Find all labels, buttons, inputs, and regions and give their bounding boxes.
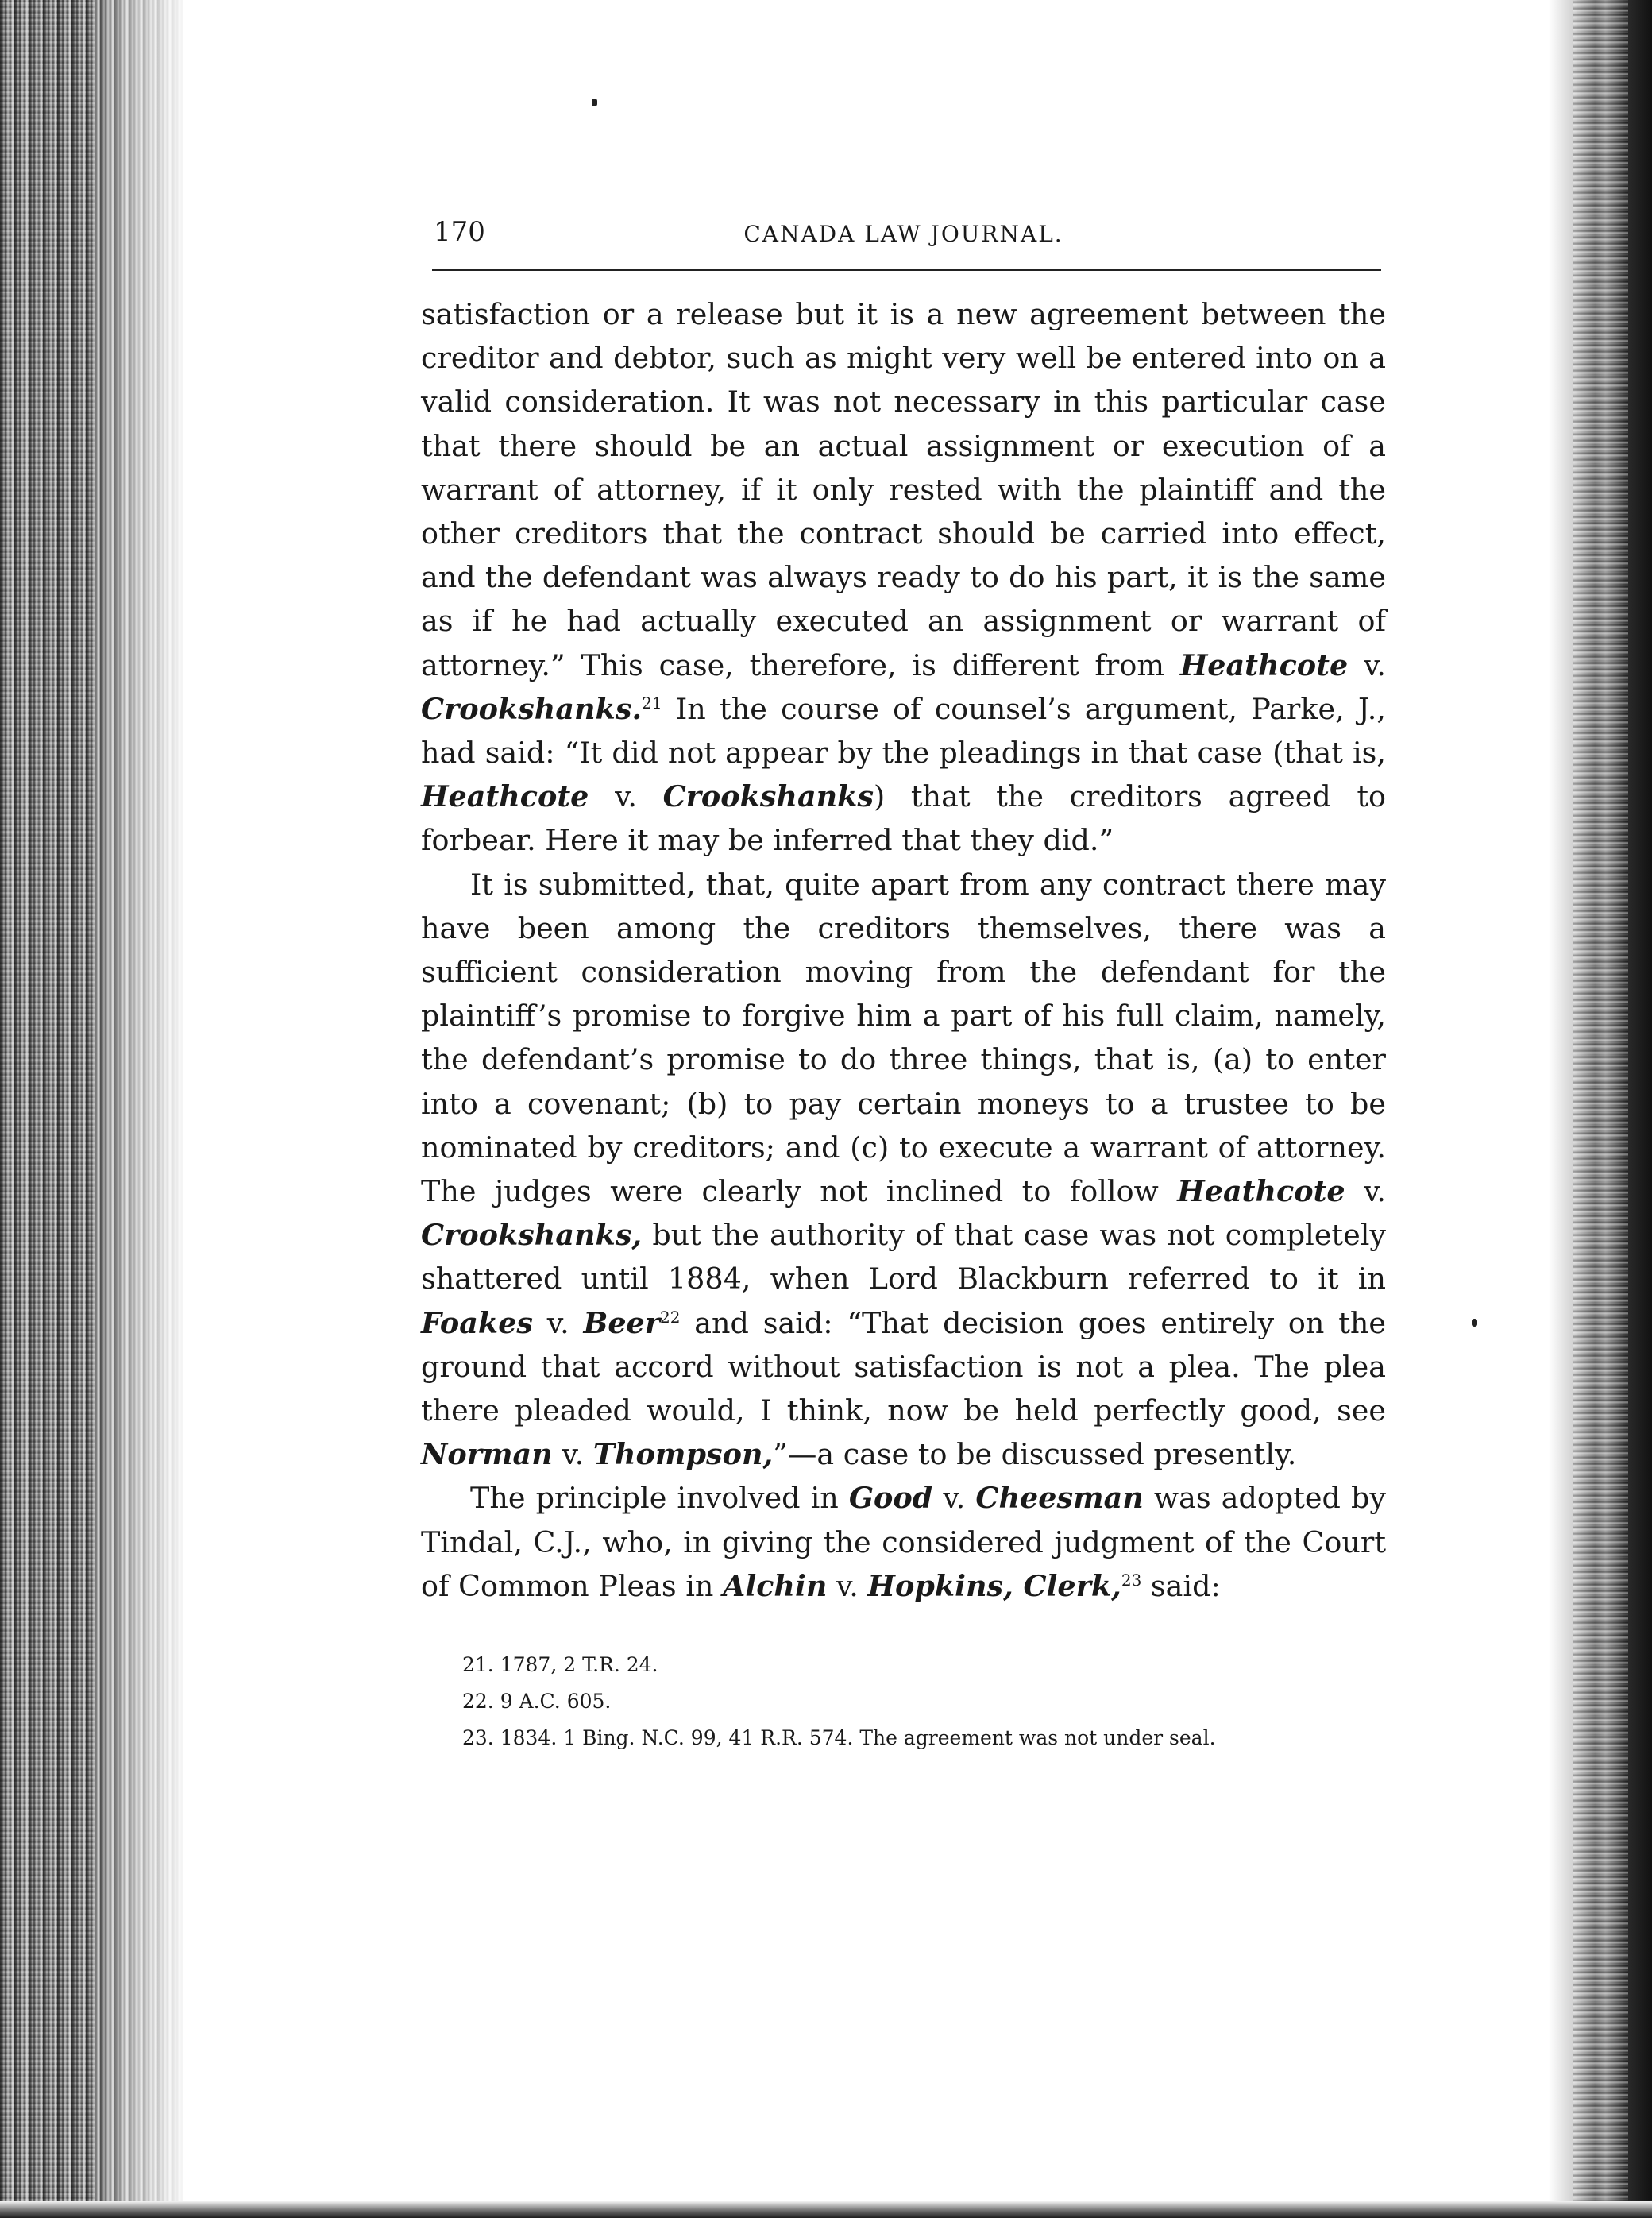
case-name: Good xyxy=(848,1481,933,1516)
text-run: but the authority of that case was not completely shattered until 1884, when Lord Blackburn referred to it in xyxy=(421,1218,1386,1296)
case-name: Crookshanks xyxy=(662,779,874,814)
case-name: Cheesman xyxy=(975,1481,1144,1516)
paragraph-3 xyxy=(421,1476,1386,1608)
text-run: The principle involved in xyxy=(470,1481,849,1516)
case-name: Norman xyxy=(421,1437,553,1472)
scan-bottom-edge xyxy=(0,2201,1652,2218)
text-run: said: xyxy=(1141,1568,1221,1603)
footnote-22: 22. 9 A.C. 605. xyxy=(462,1690,612,1714)
page-number: 170 xyxy=(434,216,485,248)
text-run: was adopted by Tindal, C.J., who, in giving the considered judgment of the Court of Common Pleas in xyxy=(421,1481,1386,1603)
text-run: satisfaction or a release but it is a new agreement between the creditor and debtor, such as might very well be entered into on a valid consideration. It was not necessary in this particular case that there should be an actual assignment or execution of a warrant of attorney, if it only rested with the plaintiff and the other creditors that the contract should be carried into effect, and the defendant was always ready to do his part, it is the same as if he had actually executed an assignment or warrant of attorney.” This case, therefore, is different from xyxy=(421,297,1386,682)
running-head xyxy=(421,207,1386,254)
case-name: Beer xyxy=(583,1305,661,1340)
case-name: Crookshanks, xyxy=(421,1218,643,1253)
book-page xyxy=(421,207,1386,1756)
text-run: v. xyxy=(827,1568,868,1603)
case-name: Thompson, xyxy=(592,1437,774,1472)
text-run: v. xyxy=(532,1305,584,1340)
text-run: In the course of counsel’s argument, Parke, J., had said: “It did not appear by the pleadings in that case (that is, xyxy=(421,691,1386,771)
text-run: ) that the creditors agreed to forbear. Here it may be inferred that they did.” xyxy=(421,779,1386,858)
case-name: Hopkins, Clerk, xyxy=(867,1568,1121,1603)
case-name: Heathcote xyxy=(421,779,589,814)
footnote-ref-23[interactable]: 23 xyxy=(1121,1570,1142,1590)
case-name: Heathcote xyxy=(1179,647,1349,682)
footnotes xyxy=(421,1647,1386,1756)
scan-speck xyxy=(592,99,597,106)
footnote-ref-22[interactable]: 22 xyxy=(660,1307,681,1327)
header-rule xyxy=(432,269,1381,271)
footnote-21: 21. 1787, 2 T.R. 24. xyxy=(462,1653,658,1677)
text-run: v. xyxy=(589,779,663,814)
journal-title: CANADA LAW JOURNAL. xyxy=(743,221,1063,247)
paragraph-2 xyxy=(421,863,1386,1477)
text-run: v. xyxy=(552,1437,593,1472)
paragraph-1 xyxy=(421,292,1386,863)
case-name: Alchin xyxy=(723,1568,828,1603)
case-name: Heathcote xyxy=(1177,1174,1345,1209)
case-name: Crookshanks. xyxy=(421,691,643,726)
text-run: v. xyxy=(1348,647,1386,682)
text-run: v. xyxy=(1345,1174,1387,1209)
text-run: ”—a case to be discussed presently. xyxy=(773,1437,1297,1472)
text-run: It is submitted, that, quite apart from any contract there may have been among the creditors themselves, there was a sufficient consideration moving from the defendant for the plaintiff’s promise to forgive him a part of his full claim, namely, the defendant’s promise to do three things, that is, (a) to enter into a covenant; (b) to pay certain moneys to a trustee to be nominated by creditors; and (c) to execute a warrant of attorney. The judges were clearly not inclined to follow xyxy=(421,867,1386,1209)
text-run: v. xyxy=(932,1481,976,1516)
case-name: Foakes xyxy=(421,1305,533,1340)
footnote-ref-21[interactable]: 21 xyxy=(642,693,662,713)
body-text xyxy=(421,292,1386,1608)
text-run: and said: “That decision goes entirely on the ground that accord without satisfaction is not a plea. The plea there pleaded would, I think, now be held perfectly good, see xyxy=(421,1305,1386,1428)
scan-speck xyxy=(1472,1319,1477,1327)
footnote-23: 23. 1834. 1 Bing. N.C. 99, 41 R.R. 574. The agreement was not under seal. xyxy=(462,1726,1216,1750)
